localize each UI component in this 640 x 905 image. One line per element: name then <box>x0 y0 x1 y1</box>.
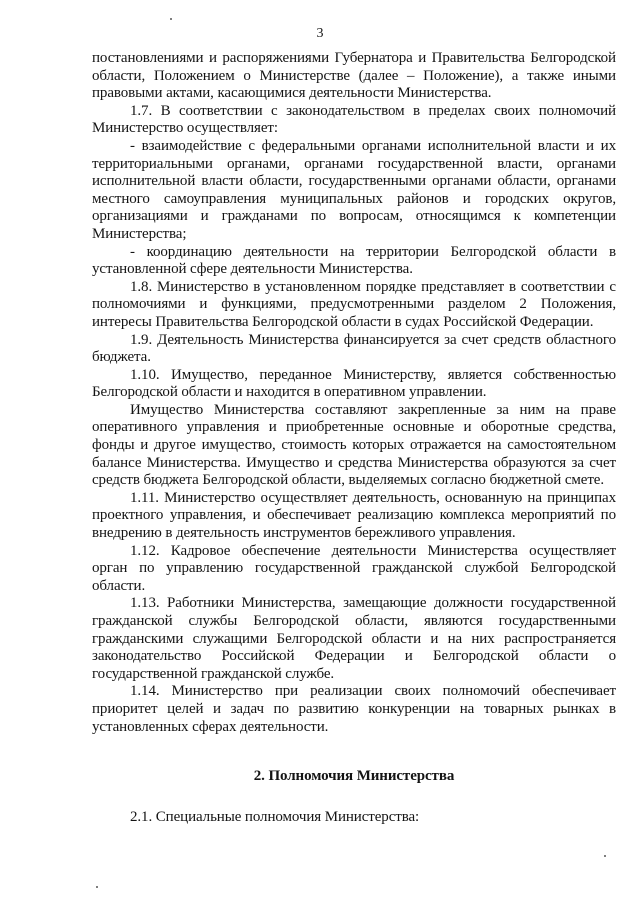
page-number: 3 <box>316 26 324 41</box>
list-item-interaction: - взаимодействие с федеральными органами исполнительной власти и их территориальными органами, органами государственной власти, органами исполнительной власти области, государственными органами области, органами местного самоуправления муниципальных районов и городских округов, организациями и гражданами по вопросам, относящимся к компетенции Министерства; <box>92 137 616 242</box>
paragraph-1-9: 1.9. Деятельность Министерства финансируется за счет средств областного бюджета. <box>92 331 616 366</box>
paragraph-continuation: постановлениями и распоряжениями Губернатора и Правительства Белгородской области, Положением о Министерстве (далее – Положение), а также иными правовыми актами, касающимися деятельности Министерства. <box>92 50 616 102</box>
paragraph-1-12: 1.12. Кадровое обеспечение деятельности Министерства осуществляет орган по управлению государственной гражданской службой Белгородской области. <box>92 542 616 594</box>
paragraph-2-1: 2.1. Специальные полномочия Министерства: <box>130 808 420 825</box>
paragraph-1-13: 1.13. Работники Министерства, замещающие должности государственной гражданской службы Белгородской области, являются государственными гражданскими служащими Белгородской области и на них распространяется законодательство Российской Федерации и Белгородской области о государственной гражданской службе. <box>92 595 616 682</box>
paragraph-property: Имущество Министерства составляют закрепленные за ним на праве оперативного управления и приобретенные основные и оборотные средства, фонды и другое имущество, стоимость которых отражается на самостоятельном балансе Министерства. Имущество и средства Министерства образуются за счет средств бюджета Белгородской области, выделяемых согласно бюджетной смете. <box>92 401 616 489</box>
paragraph-1-8: 1.8. Министерство в установленном порядке представляет в соответствии с полномочиями и функциями, предусмотренными разделом 2 Положения, интересы Правительства Белгородской области в судах Российской Федерации. <box>92 278 616 330</box>
section-heading: 2. Полномочия Министерства <box>253 768 455 785</box>
document-body <box>92 50 616 826</box>
paragraph-1-7: 1.7. В соответствии с законодательством в пределах своих полномочий Министерство осуществляет: <box>92 102 616 137</box>
list-item-coordination: - координацию деятельности на территории Белгородской области в установленной сфере деятельности Министерства. <box>92 243 616 278</box>
paragraph-1-10: 1.10. Имущество, переданное Министерству, является собственностью Белгородской области и находится в оперативном управлении. <box>92 366 616 401</box>
paragraph-1-14: 1.14. Министерство при реализации своих полномочий обеспечивает приоритет целей и задач по развитию конкуренции на товарных рынках в установленных сферах деятельности. <box>92 683 616 735</box>
paragraph-1-11: 1.11. Министерство осуществляет деятельность, основанную на принципах проектного управления, и обеспечивает реализацию комплекса мероприятий по внедрению в деятельность инструментов бережливого управления. <box>92 489 616 542</box>
